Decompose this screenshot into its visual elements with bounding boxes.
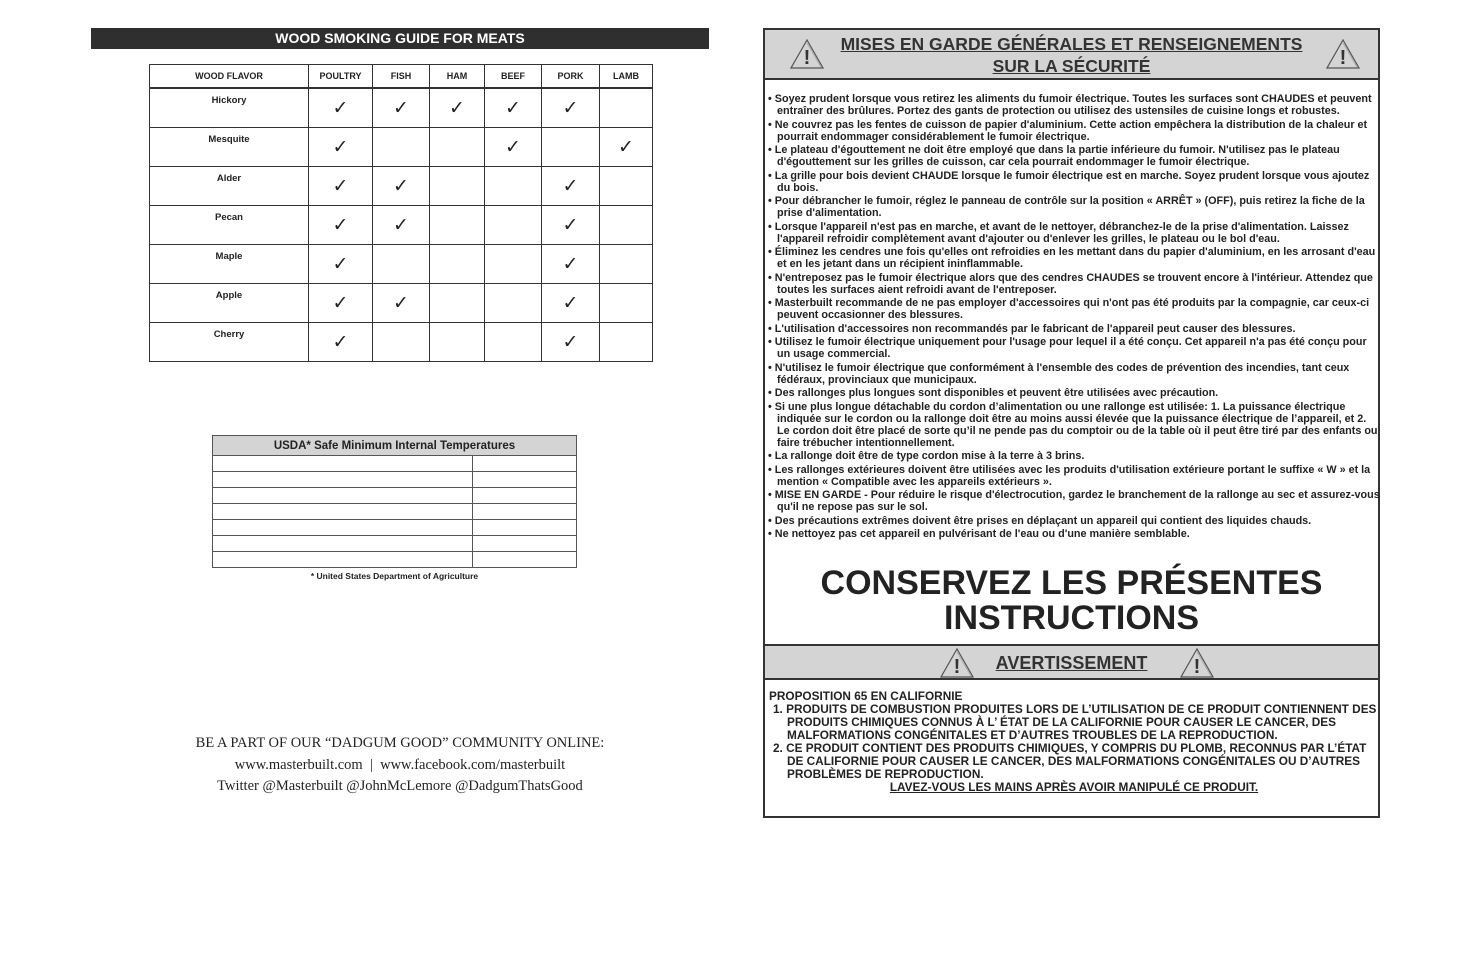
check-cell (600, 284, 653, 323)
table-row (150, 206, 653, 245)
wood-flavor-cell: Pecan (150, 206, 309, 245)
check-cell (485, 167, 542, 206)
check-cell (373, 167, 430, 206)
checkmark-icon: ✓ (332, 291, 349, 314)
check-cell (485, 323, 542, 362)
wood-flavor-cell: Maple (150, 245, 309, 284)
check-cell (430, 284, 485, 323)
header-pork: PORK (542, 65, 600, 89)
community-websites: www.masterbuilt.com | www.facebook.com/masterbuilt (234, 756, 566, 773)
safety-bullet-list (768, 93, 1380, 542)
check-cell (430, 128, 485, 167)
list-item: • Des précautions extrêmes doivent être prises en déplaçant un appareil qui contient des liquides chauds. (768, 514, 1312, 527)
svg-text:!: ! (953, 656, 961, 678)
avertissement-banner (765, 644, 1378, 680)
check-cell (600, 206, 653, 245)
checkmark-icon: ✓ (505, 96, 521, 119)
checkmark-icon: ✓ (332, 174, 349, 197)
check-cell (542, 206, 600, 245)
checkmark-icon: ✓ (562, 213, 579, 236)
wood-flavor-cell: Hickory (150, 88, 309, 128)
prop65-heading: PROPOSITION 65 EN CALIFORNIE (769, 689, 963, 703)
temperature-cell (473, 488, 577, 504)
meat-cell (213, 504, 473, 520)
safety-title-line2: SUR LA SÉCURITÉ (992, 56, 1151, 76)
usda-footnote: * United States Department of Agriculture (310, 571, 479, 581)
header-beef: BEEF (485, 65, 542, 89)
checkmark-icon: ✓ (332, 96, 349, 119)
list-item: • N'utilisez le fumoir électrique que conformément à l'ensemble des codes de prévention des incendies, tant ceux fédéraux, provinciaux que municipaux. (768, 361, 1350, 386)
usda-temperatures-table (212, 435, 577, 581)
check-cell (373, 245, 430, 284)
table-row (150, 323, 653, 362)
table-row (213, 488, 577, 504)
check-cell (600, 323, 653, 362)
list-item: • L'utilisation d'accessoires non recommandés par le fabricant de l'appareil peut causer des blessures. (768, 322, 1296, 335)
check-cell (430, 206, 485, 245)
table-row (150, 245, 653, 284)
table-row (150, 88, 653, 128)
check-cell (430, 245, 485, 284)
list-item: • Les rallonges extérieures doivent être utilisées avec les produits d'utilisation extérieure portant le suffixe « W » et la mention « Compatible avec les appareils extérieurs ». (768, 463, 1371, 488)
wood-flavor-cell: Apple (150, 284, 309, 323)
header-wood-flavor: WOOD FLAVOR (150, 65, 309, 89)
list-item: • Masterbuilt recommande de ne pas employer d'accessoires qui n'ont pas été produits par la compagnie, car ceux-ci peuvent occasionner des blessures. (768, 297, 1370, 321)
checkmark-icon: ✓ (505, 135, 521, 158)
checkmark-icon: ✓ (332, 135, 349, 158)
check-cell (485, 284, 542, 323)
check-cell (600, 88, 653, 128)
temperature-cell (473, 520, 577, 536)
table-row (150, 167, 653, 206)
header-ham: HAM (430, 65, 485, 89)
list-item: • Des rallonges plus longues sont disponibles et peuvent être utilisées avec précaution. (768, 387, 1219, 399)
header-poultry: POULTRY (309, 65, 373, 89)
checkmark-icon: ✓ (562, 174, 579, 197)
check-cell (542, 88, 600, 128)
check-cell (373, 206, 430, 245)
warning-triangle-icon (790, 39, 824, 69)
checkmark-icon: ✓ (618, 135, 634, 158)
list-item: • Le plateau d'égouttement ne doit être employé que dans la partie inférieure du fumoir. N'utilisez pas le plateau d'égouttement sur les grilles de cuisson, car cela pourrait endommager le fumoir électrique. (768, 144, 1340, 168)
avertissement-title: AVERTISSEMENT (995, 653, 1148, 673)
checkmark-icon: ✓ (562, 252, 579, 275)
list-item: • Si une plus longue détachable du cordon d’alimentation ou une rallonge est utilisée: 1. La puissance électrique indiquée sur le cordon ou la rallonge doit être au moins aussi élevée que la puissance électrique de l’appareil, et 2. Le cordon doit être placé de sorte qu’il ne pende pas du comptoir ou de la table où il peut être tiré par des enfants ou faire trébucher intentionnellement. (768, 400, 1378, 449)
meat-cell (213, 472, 473, 488)
table-row (213, 536, 577, 552)
wood-flavor-cell: Cherry (150, 323, 309, 362)
list-item: • Ne nettoyez pas cet appareil en pulvérisant de l'eau ou d'une manière semblable. (768, 528, 1190, 540)
usda-title: USDA* Safe Minimum Internal Temperatures (213, 436, 577, 456)
check-cell (542, 167, 600, 206)
list-item: • Utilisez le fumoir électrique uniquement pour l'usage pour lequel il a été conçu. Cet appareil n'a pas été conçu pour un usage commercial. (768, 336, 1367, 360)
community-heading: BE A PART OF OUR “DADGUM GOOD” COMMUNITY ONLINE: (195, 735, 605, 751)
list-item: • Soyez prudent lorsque vous retirez les aliments du fumoir électrique. Toutes les surfaces sont CHAUDES et peuvent entraîner des brûlures. Portez des gants de protection ou utilisez des ustensiles de cuisine longs et robustes. (768, 93, 1372, 117)
check-cell (309, 88, 373, 128)
list-item: • La rallonge doit être de type cordon mise à la terre à 3 brins. (768, 450, 1085, 462)
table-row (150, 128, 653, 167)
header-fish: FISH (373, 65, 430, 89)
check-cell (485, 206, 542, 245)
check-cell (309, 206, 373, 245)
conserve-line1: CONSERVEZ LES PRÉSENTES (820, 564, 1323, 602)
check-cell (542, 323, 600, 362)
checkmark-icon: ✓ (393, 174, 409, 197)
check-cell (309, 167, 373, 206)
check-cell (430, 323, 485, 362)
checkmark-icon: ✓ (393, 291, 409, 314)
list-item: • Pour débrancher le fumoir, réglez le panneau de contrôle sur la position « ARRÊT » (OFF), puis retirez la fiche de la prise d'alimentation. (768, 195, 1365, 219)
checkmark-icon: ✓ (562, 291, 579, 314)
table-row (213, 520, 577, 536)
meat-cell (213, 520, 473, 536)
list-item: • La grille pour bois devient CHAUDE lorsque le fumoir électrique est en marche. Soyez prudent lorsque vous ajoutez du bois. (768, 169, 1370, 194)
svg-text:!: ! (1193, 656, 1201, 678)
check-cell (373, 88, 430, 128)
check-cell (542, 245, 600, 284)
temperature-cell (473, 472, 577, 488)
safety-header-banner (765, 30, 1378, 80)
check-cell (373, 284, 430, 323)
check-cell (309, 128, 373, 167)
temperature-cell (473, 552, 577, 568)
list-item: • Lorsque l'appareil n'est pas en marche, et avant de le nettoyer, débranchez-le de la prise d'alimentation. Laissez l'appareil refroidir complètement avant d'ajouter ou d'enlever les grilles, le plateau ou le bol d'eau. (768, 220, 1349, 245)
warning-triangle-icon (940, 648, 974, 678)
checkmark-icon: ✓ (393, 213, 409, 236)
checkmark-icon: ✓ (562, 330, 579, 353)
warning-triangle-icon (1326, 39, 1360, 69)
svg-text:!: ! (1339, 47, 1347, 69)
safety-title-line1: MISES EN GARDE GÉNÉRALES ET RENSEIGNEMENTS (840, 34, 1303, 54)
wood-guide-title: WOOD SMOKING GUIDE FOR MEATS (91, 28, 709, 49)
conserve-line2: INSTRUCTIONS (944, 599, 1199, 637)
meat-cell (213, 552, 473, 568)
table-row (213, 472, 577, 488)
wash-hands-notice: LAVEZ-VOUS LES MAINS APRÈS AVOIR MANIPULÉ CE PRODUIT. (889, 780, 1259, 794)
check-cell (430, 88, 485, 128)
table-row (213, 552, 577, 568)
check-cell (309, 284, 373, 323)
check-cell (430, 167, 485, 206)
check-cell (485, 88, 542, 128)
check-cell (485, 128, 542, 167)
list-item: • Ne couvrez pas les fentes de cuisson de papier d'aluminium. Cette action empêchera la distribution de la chaleur et pourrait endommager considérablement le fumoir électrique. (768, 118, 1368, 143)
prop65-item-1: 1. PRODUITS DE COMBUSTION PRODUITES LORS DE L’UTILISATION DE CE PRODUIT CONTIENNENT DES PRODUITS CHIMIQUES CONNUS À L’ ÉTAT DE LA CALIFORNIE POUR CAUSER LE CANCER, DES MALFORMATIONS CONGÉNITALES ET D’AUTRES TROUBLES DE LA REPRODUCTION. (773, 702, 1377, 742)
community-twitter: Twitter @Masterbuilt @JohnMcLemore @DadgumThatsGood (217, 778, 583, 794)
checkmark-icon: ✓ (332, 213, 349, 236)
wood-flavor-cell: Mesquite (150, 128, 309, 167)
list-item: • Éliminez les cendres une fois qu'elles ont refroidies en les mettant dans du papier d'aluminium, en les arrosant d'eau et en les jetant dans un récipient ininflammable. (768, 246, 1376, 270)
svg-text:!: ! (803, 47, 811, 69)
proposition-65-block (769, 690, 1379, 794)
meat-cell (213, 456, 473, 472)
header-lamb: LAMB (600, 65, 653, 89)
safety-warnings-box (763, 28, 1380, 818)
meat-cell (213, 488, 473, 504)
meat-cell (213, 536, 473, 552)
check-cell (373, 128, 430, 167)
wood-flavor-cell: Alder (150, 167, 309, 206)
checkmark-icon: ✓ (393, 96, 409, 119)
check-cell (600, 245, 653, 284)
table-row (213, 504, 577, 520)
check-cell (542, 284, 600, 323)
temperature-cell (473, 504, 577, 520)
temperature-cell (473, 456, 577, 472)
check-cell (309, 323, 373, 362)
check-cell (600, 167, 653, 206)
conserve-instructions-heading (765, 566, 1378, 636)
community-block (91, 733, 709, 798)
warning-triangle-icon (1180, 648, 1214, 678)
table-row (150, 284, 653, 323)
checkmark-icon: ✓ (449, 96, 465, 119)
check-cell (485, 245, 542, 284)
wood-smoking-table (149, 64, 653, 362)
checkmark-icon: ✓ (332, 330, 349, 353)
list-item: • N'entreposez pas le fumoir électrique alors que des cendres CHAUDES se trouvent encore à l'intérieur. Attendez que toutes les surfaces aient refroidi avant de l'entreposer. (768, 271, 1373, 296)
check-cell (309, 245, 373, 284)
check-cell (600, 128, 653, 167)
prop65-item-2: 2. CE PRODUIT CONTIENT DES PRODUITS CHIMIQUES, Y COMPRIS DU PLOMB, RECONNUS PAR L’ÉTAT DE CALIFORNIE POUR CAUSER LE CANCER, DES MALFORMATIONS CONGÉNITALES OU D’AUTRES PROBLÈMES DE REPRODUCTION. (773, 741, 1367, 781)
check-cell (542, 128, 600, 167)
list-item: • MISE EN GARDE - Pour réduire le risque d'électrocution, gardez le branchement de la rallonge au sec et assurez-vous qu'il ne repose pas sur le sol. (768, 489, 1380, 513)
temperature-cell (473, 536, 577, 552)
table-header-row (150, 65, 653, 89)
checkmark-icon: ✓ (562, 96, 579, 119)
table-row (213, 456, 577, 472)
checkmark-icon: ✓ (332, 252, 349, 275)
check-cell (373, 323, 430, 362)
